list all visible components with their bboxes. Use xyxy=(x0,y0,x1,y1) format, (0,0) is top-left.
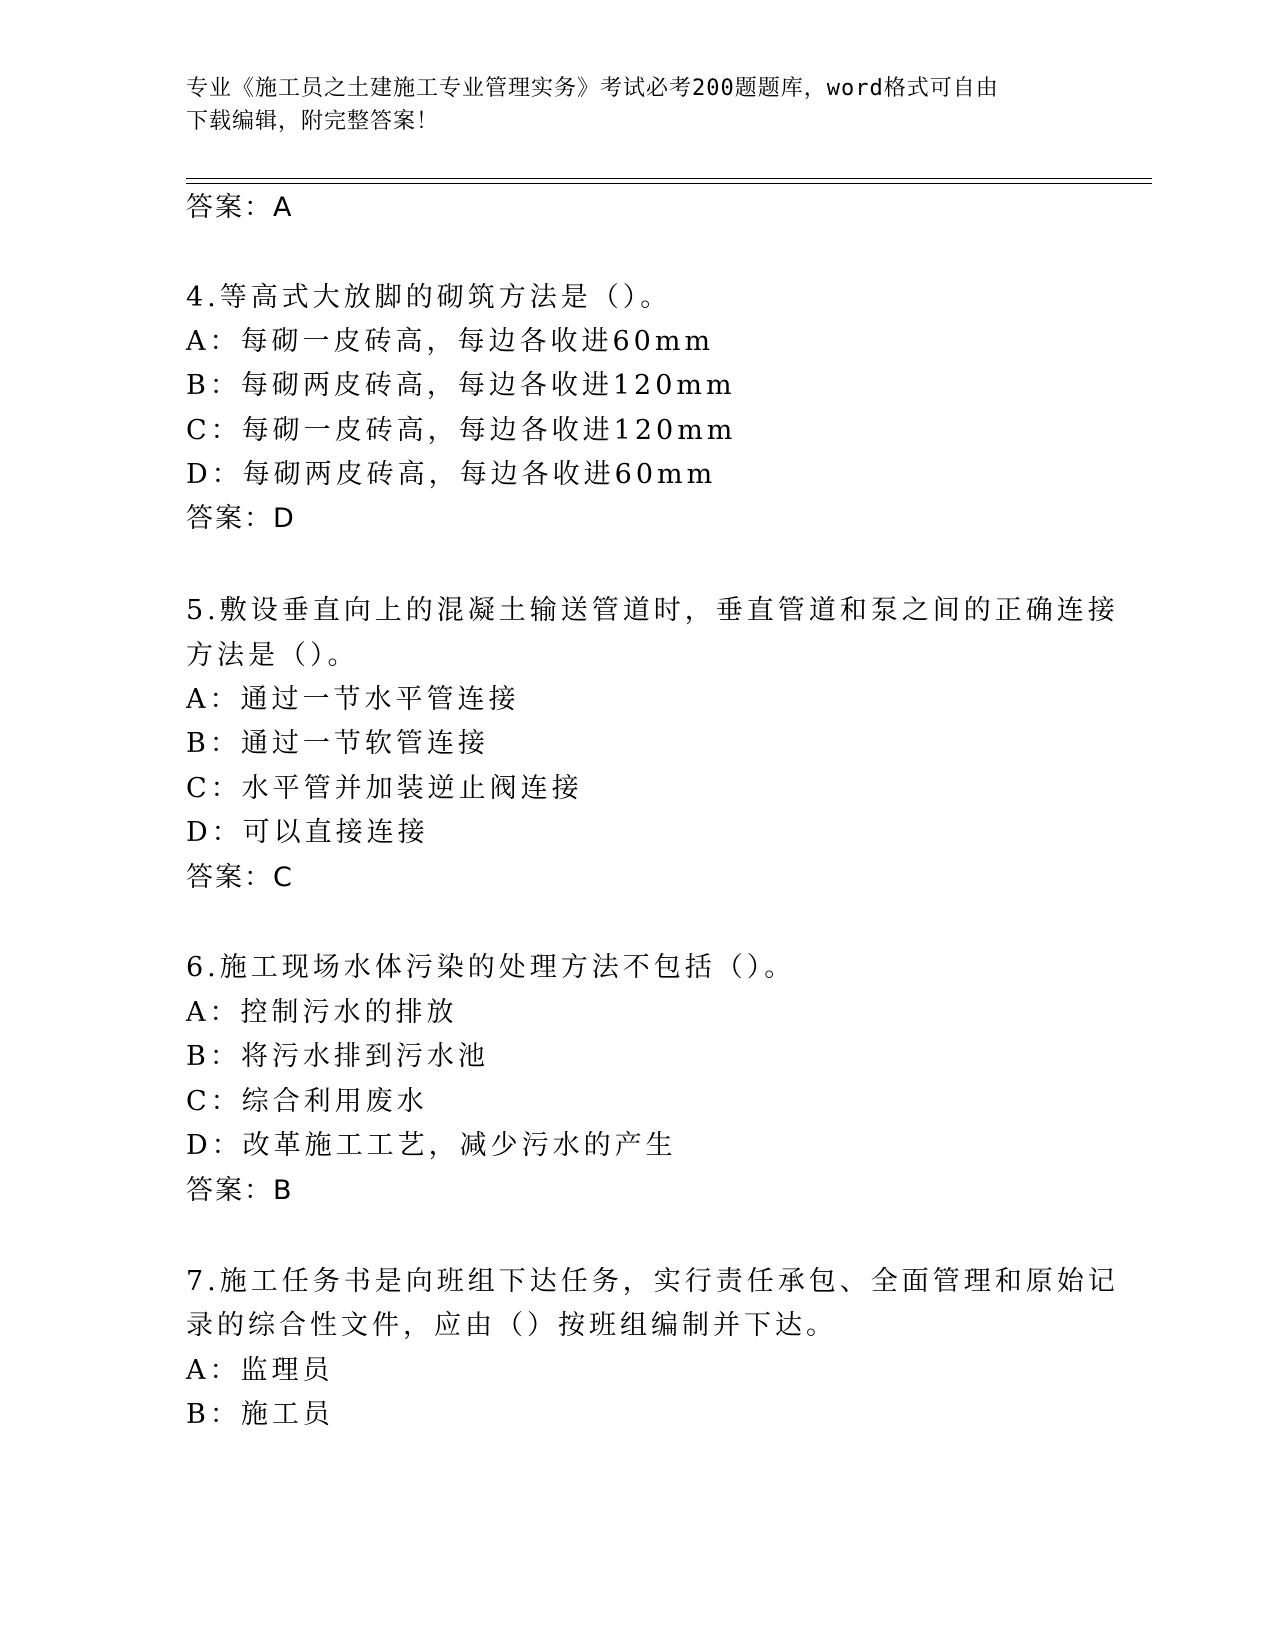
question-line: 7.施工任务书是向班组下达任务，实行责任承包、全面管理和原始记 xyxy=(186,1266,1119,1297)
answer-line: 答案：A xyxy=(186,192,294,223)
question-line: 5.敷设垂直向上的混凝土输送管道时，垂直管道和泵之间的正确连接 xyxy=(186,595,1119,626)
header-rule-top xyxy=(186,178,1152,179)
option-line: C：每砌一皮砖高，每边各收进120mm xyxy=(186,415,737,446)
option-line: D：每砌两皮砖高，每边各收进60mm xyxy=(186,459,717,490)
option-line: B：每砌两皮砖高，每边各收进120mm xyxy=(186,370,736,401)
option-line: B：将污水排到污水池 xyxy=(186,1041,489,1072)
option-line: B：施工员 xyxy=(186,1399,334,1430)
document-header xyxy=(186,72,1066,138)
answer-line: 答案：C xyxy=(186,862,294,893)
question-line: 方法是（）。 xyxy=(186,640,359,671)
option-line: A：每砌一皮砖高，每边各收进60mm xyxy=(186,326,715,357)
header-rule-bottom xyxy=(186,183,1152,184)
option-line: A：监理员 xyxy=(186,1355,334,1386)
option-line: A：控制污水的排放 xyxy=(186,997,458,1028)
option-line: C：综合利用废水 xyxy=(186,1086,428,1117)
option-line: D：改革施工工艺，减少污水的产生 xyxy=(186,1130,677,1161)
header-line-2: 下载编辑，附完整答案！ xyxy=(186,109,440,134)
question-line: 4.等高式大放脚的砌筑方法是（）。 xyxy=(186,282,672,313)
answer-line: 答案：B xyxy=(186,1175,294,1206)
option-line: A：通过一节水平管连接 xyxy=(186,684,520,715)
option-line: D：可以直接连接 xyxy=(186,817,429,848)
option-line: C：水平管并加装逆止阀连接 xyxy=(186,773,583,804)
question-line: 6.施工现场水体污染的处理方法不包括（）。 xyxy=(186,952,796,983)
answer-line: 答案：D xyxy=(186,503,296,534)
option-line: B：通过一节软管连接 xyxy=(186,728,489,759)
question-line: 录的综合性文件，应由（）按班组编制并下达。 xyxy=(186,1310,837,1341)
header-line-1: 专业《施工员之土建施工专业管理实务》考试必考200题题库，word格式可自由 xyxy=(186,76,999,101)
